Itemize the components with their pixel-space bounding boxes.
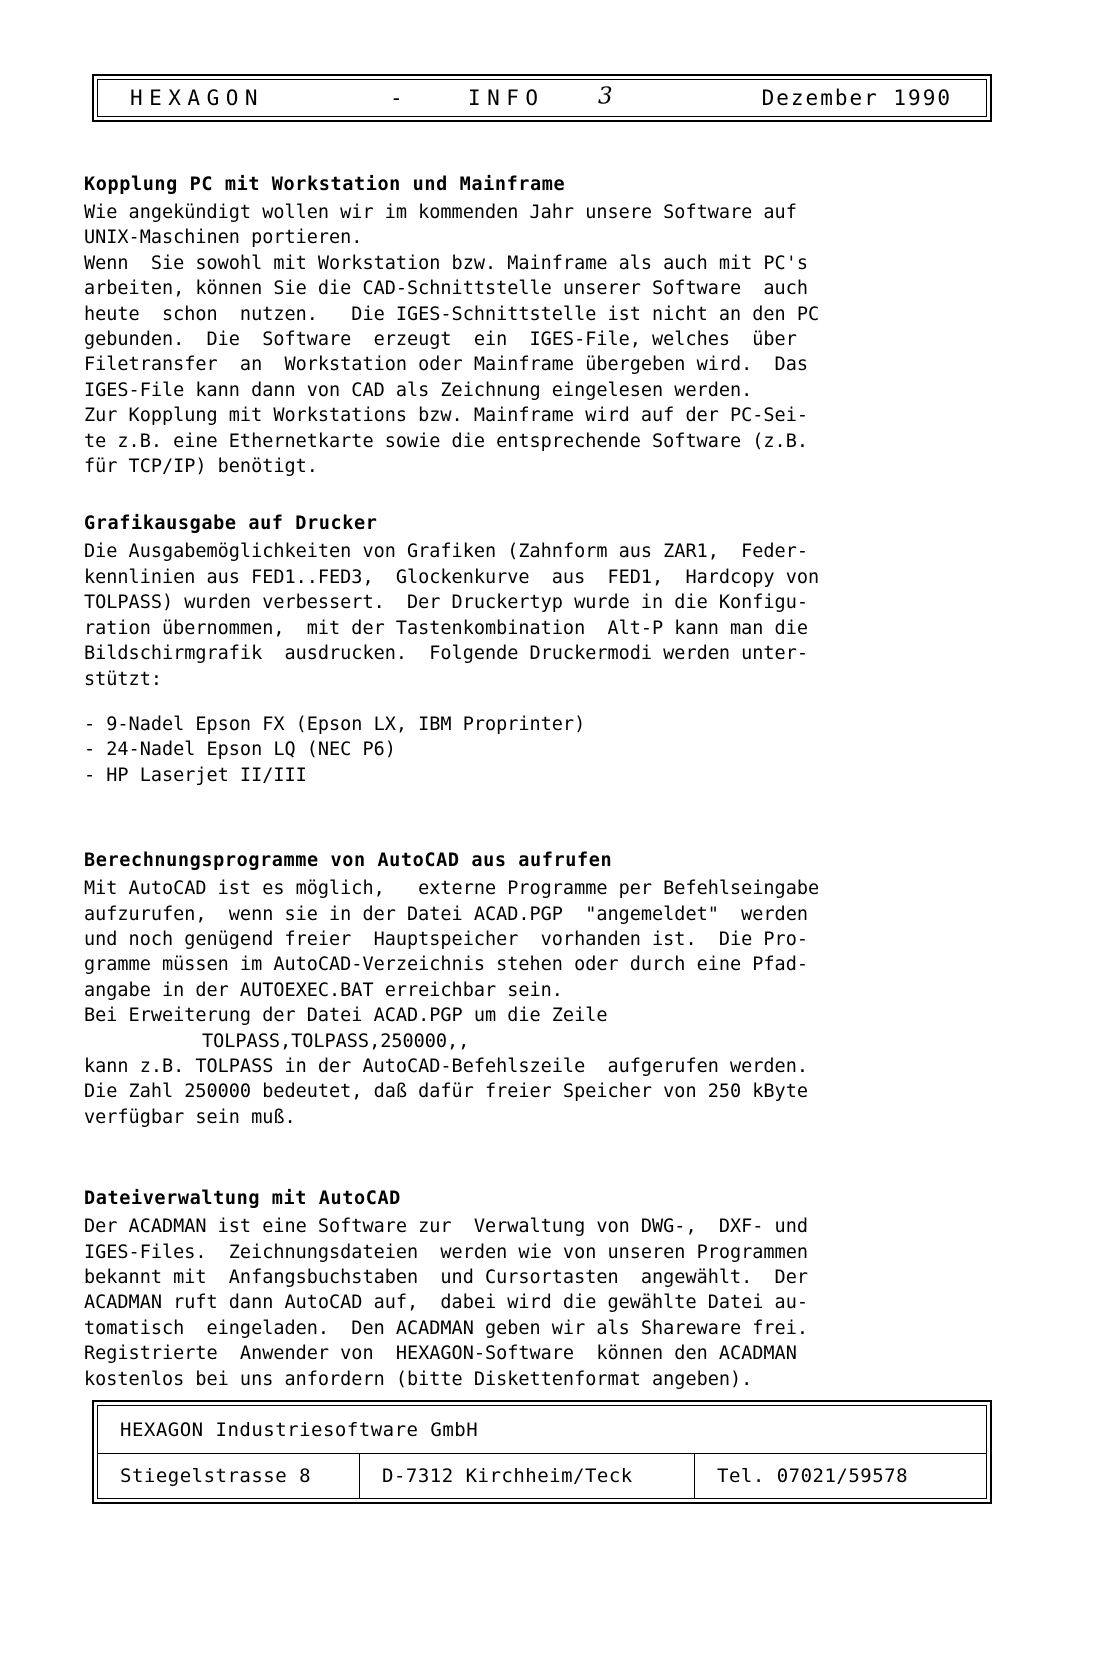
footer-city: D-7312 Kirchheim/Teck: [360, 1454, 695, 1498]
section-line: arbeiten, können Sie die CAD-Schnittstelle unserer Software auch: [84, 278, 808, 300]
section-line: TOLPASS) wurden verbessert. Der Druckertyp wurde in die Konfigu-: [84, 592, 808, 614]
section-line: IGES-File kann dann von CAD als Zeichnung eingelesen werden.: [84, 379, 753, 401]
section-line: Filetransfer an Workstation oder Mainframe übergeben wird. Das: [84, 354, 808, 376]
header-info-label: INFO: [468, 86, 545, 110]
section-heading: Berechnungsprogramme von AutoCAD aus aufrufen: [84, 850, 613, 872]
header-issue-number: 3: [598, 83, 613, 110]
section-line: angabe in der AUTOEXEC.BAT erreichbar sein.: [84, 979, 563, 1001]
section-line: Wenn Sie sowohl mit Workstation bzw. Mainframe als auch mit PC's: [84, 252, 808, 274]
spacer: [84, 479, 1014, 511]
section-line: für TCP/IP) benötigt.: [84, 456, 318, 478]
section-line: Bildschirmgrafik ausdrucken. Folgende Druckermodi werden unter-: [84, 643, 808, 665]
section-heading: Dateiverwaltung mit AutoCAD: [84, 1188, 401, 1210]
section-line: gramme müssen im AutoCAD-Verzeichnis stehen oder durch eine Pfad-: [84, 954, 808, 976]
section-line: aufzurufen, wenn sie in der Datei ACAD.PGP "angemeldet" werden: [84, 903, 808, 925]
section-line: stützt:: [84, 668, 162, 690]
spacer: [84, 788, 1014, 848]
section-line: UNIX-Maschinen portieren.: [84, 227, 363, 249]
section-line: kann z.B. TOLPASS in der AutoCAD-Befehlszeile aufgerufen werden.: [84, 1055, 808, 1077]
printer-list-item: - 24-Nadel Epson LQ (NEC P6): [84, 739, 396, 761]
section-line: und noch genügend freier Hauptspeicher vorhanden ist. Die Pro-: [84, 928, 808, 950]
section-line: ration übernommen, mit der Tastenkombination Alt-P kann man die: [84, 617, 808, 639]
page-footer-inner-border: [97, 1405, 987, 1499]
page-header-row: [98, 80, 986, 116]
page-footer-box: [92, 1400, 992, 1504]
section-line: kennlinien aus FED1..FED3, Glockenkurve aus FED1, Hardcopy von: [84, 566, 820, 588]
page-header-inner-border: [97, 79, 987, 117]
header-dash: -: [390, 86, 403, 110]
section-dateiverwaltung: [84, 1186, 1014, 1392]
page-header-box: [92, 74, 992, 122]
printer-list-item: - HP Laserjet II/III: [84, 764, 307, 786]
section-heading: Grafikausgabe auf Drucker: [84, 513, 378, 535]
section-line: Die Zahl 250000 bedeutet, daß dafür freier Speicher von 250 kByte: [84, 1081, 808, 1103]
spacer: [84, 1130, 1014, 1186]
printer-list-item: - 9-Nadel Epson FX (Epson LX, IBM Proprinter): [84, 713, 586, 735]
header-date: Dezember 1990: [761, 86, 952, 110]
section-grafikausgabe: [84, 511, 1014, 788]
section-line: verfügbar sein muß.: [84, 1106, 296, 1128]
section-line: IGES-Files. Zeichnungsdateien werden wie von unseren Programmen: [84, 1241, 808, 1263]
section-line: Wie angekündigt wollen wir im kommenden Jahr unsere Software auf: [84, 202, 797, 223]
section-line: bekannt mit Anfangsbuchstaben und Cursortasten angewählt. Der: [84, 1267, 808, 1288]
footer-address-row: [98, 1454, 986, 1498]
spacer: [84, 692, 1014, 712]
section-line: Zur Kopplung mit Workstations bzw. Mainframe wird auf der PC-Sei-: [84, 405, 808, 427]
section-line: kostenlos bei uns anfordern (bitte Diskettenformat angeben).: [84, 1368, 753, 1390]
section-line: ACADMAN ruft dann AutoCAD auf, dabei wird die gewählte Datei au-: [84, 1292, 808, 1314]
section-line: te z.B. eine Ethernetkarte sowie die entsprechende Software (z.B.: [84, 430, 808, 452]
document-content: [84, 172, 1014, 1392]
section-line: tomatisch eingeladen. Den ACADMAN geben wir als Shareware frei.: [84, 1317, 808, 1339]
section-heading: Kopplung PC mit Workstation und Mainframe: [84, 174, 566, 195]
section-line: Bei Erweiterung der Datei ACAD.PGP um die Zeile: [84, 1005, 608, 1027]
footer-street: Stiegelstrasse 8: [98, 1454, 360, 1498]
section-line: Mit AutoCAD ist es möglich, externe Programme per Befehlseingabe: [84, 878, 820, 900]
section-line: gebunden. Die Software erzeugt ein IGES-File, welches über: [84, 329, 797, 351]
section-berechnungsprogramme: [84, 848, 1014, 1130]
section-line: Der ACADMAN ist eine Software zur Verwaltung von DWG-, DXF- und: [84, 1216, 808, 1238]
section-line: heute schon nutzen. Die IGES-Schnittstelle ist nicht an den PC: [84, 303, 820, 325]
section-line: Die Ausgabemöglichkeiten von Grafiken (Zahnform aus ZAR1, Feder-: [84, 541, 808, 563]
footer-phone: Tel. 07021/59578: [717, 1465, 909, 1487]
section-kopplung: [84, 172, 1014, 479]
footer-company: HEXAGON Industriesoftware GmbH: [98, 1406, 986, 1454]
section-line: Registrierte Anwender von HEXAGON-Software können den ACADMAN: [84, 1343, 797, 1365]
acad-pgp-code-line: TOLPASS,TOLPASS,250000,,: [202, 1030, 470, 1052]
header-brand: HEXAGON: [130, 86, 265, 110]
